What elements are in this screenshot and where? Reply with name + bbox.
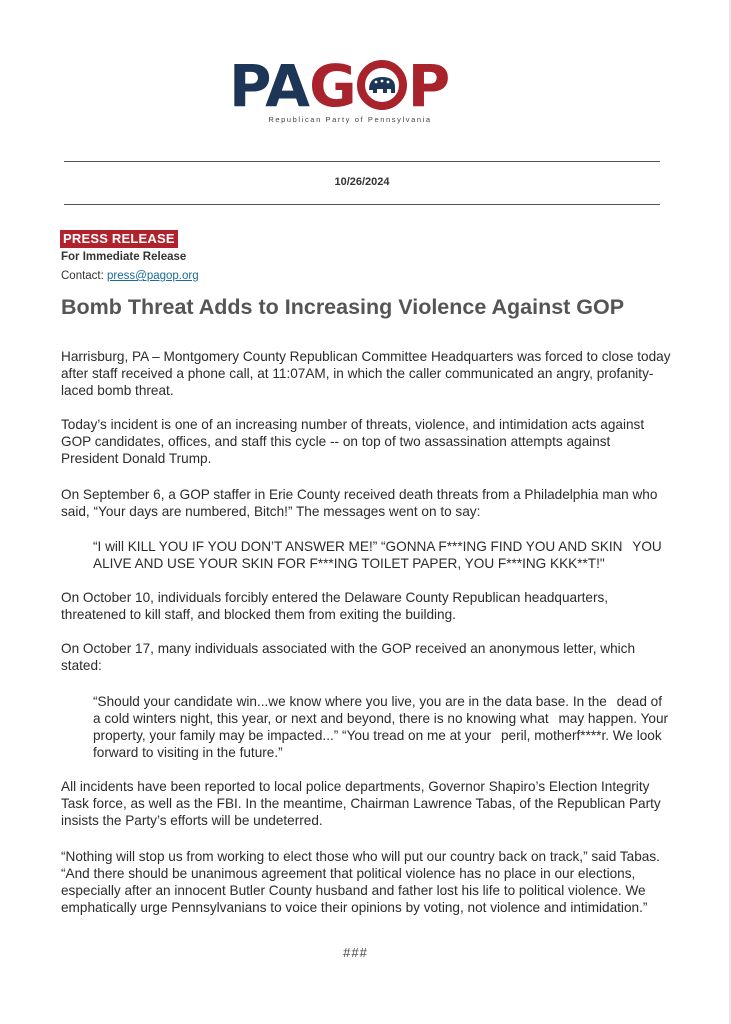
contact-line <box>61 270 199 282</box>
end-mark: ### <box>343 945 368 960</box>
quote-2-line-1: “Should your candidate win...we know where you live, you are in the data base. In the <box>93 694 607 709</box>
quote-1-line-1: “I will KILL YOU IF YOU DON’T ANSWER ME!” “GONNA F***ING FIND YOU AND SKIN <box>93 539 623 554</box>
elephant-icon <box>357 59 407 109</box>
top-divider <box>64 161 660 162</box>
paragraph-3: On September 6, a GOP staffer in Erie County received death threats from a Philadelphia man who said, “Your days are numbered, Bitch!” The messages went on to say: <box>61 487 658 519</box>
quote-2-line-2: dead of a cold winters night, this year, or next and beyond, there is no knowing what <box>93 694 662 726</box>
immediate-release-label: For Immediate Release <box>61 251 187 263</box>
release-date: 10/26/2024 <box>334 176 390 188</box>
quote-2-line-3: may happen. Your property, your family may be impacted...” “You tread on me at your <box>93 711 669 743</box>
press-release-badge: PRESS RELEASE <box>60 230 178 248</box>
quote-1 <box>61 538 671 572</box>
logo-text-g: G <box>309 52 356 120</box>
paragraph-2: Today’s incident is one of an increasing number of threats, violence, and intimidation acts against GOP candidates, offices, and staff this cycle -- on top of two assassination attempts against President Donald Trump. <box>61 417 645 466</box>
bottom-divider <box>64 204 660 205</box>
quote-1-line-2: YOU ALIVE AND USE YOUR SKIN FOR F***ING TOILET PAPER, YOU F***ING KKK**T!" <box>93 539 662 571</box>
contact-label: Contact: <box>61 270 108 282</box>
pagop-logo <box>225 52 475 130</box>
paragraph-5: On October 17, many individuals associated with the GOP received an anonymous letter, which stated: <box>61 641 636 673</box>
headline: Bomb Threat Adds to Increasing Violence Against GOP <box>61 295 625 319</box>
logo-tagline: Republican Party of Pennsylvania <box>268 115 432 124</box>
quote-2-line-4: peril, motherf****r. We look forward to visiting in the future.” <box>93 728 662 760</box>
contact-email-link[interactable]: press@pagop.org <box>107 270 199 282</box>
logo-text-pa: PA <box>229 52 310 120</box>
paragraph-6: All incidents have been reported to local police departments, Governor Shapiro’s Election Integrity Task force, as well as the FBI. In the meantime, Chairman Lawrence Tabas, of the Republican Party insists the Party’s efforts will be undeterred. <box>61 779 661 828</box>
logo-text-p: P <box>407 52 450 120</box>
quote-2 <box>61 693 671 761</box>
paragraph-4: On October 10, individuals forcibly entered the Delaware County Republican headquarters, threatened to kill staff, and blocked them from exiting the building. <box>61 590 609 622</box>
paragraph-1: Harrisburg, PA – Montgomery County Republican Committee Headquarters was forced to close today after staff received a phone call, at 11:07AM, in which the caller communicated an angry, profanity-laced bomb threat. <box>61 349 671 398</box>
paragraph-7: “Nothing will stop us from working to elect those who will put our country back on track,” said Tabas. “And there should be unanimous agreement that political violence has no place in our elections, especially after an innocent Butler County husband and father lost his life to political violence. We emphatically urge Pennsylvanians to voice their opinions by voting, not violence and intimidation.” <box>61 849 660 915</box>
